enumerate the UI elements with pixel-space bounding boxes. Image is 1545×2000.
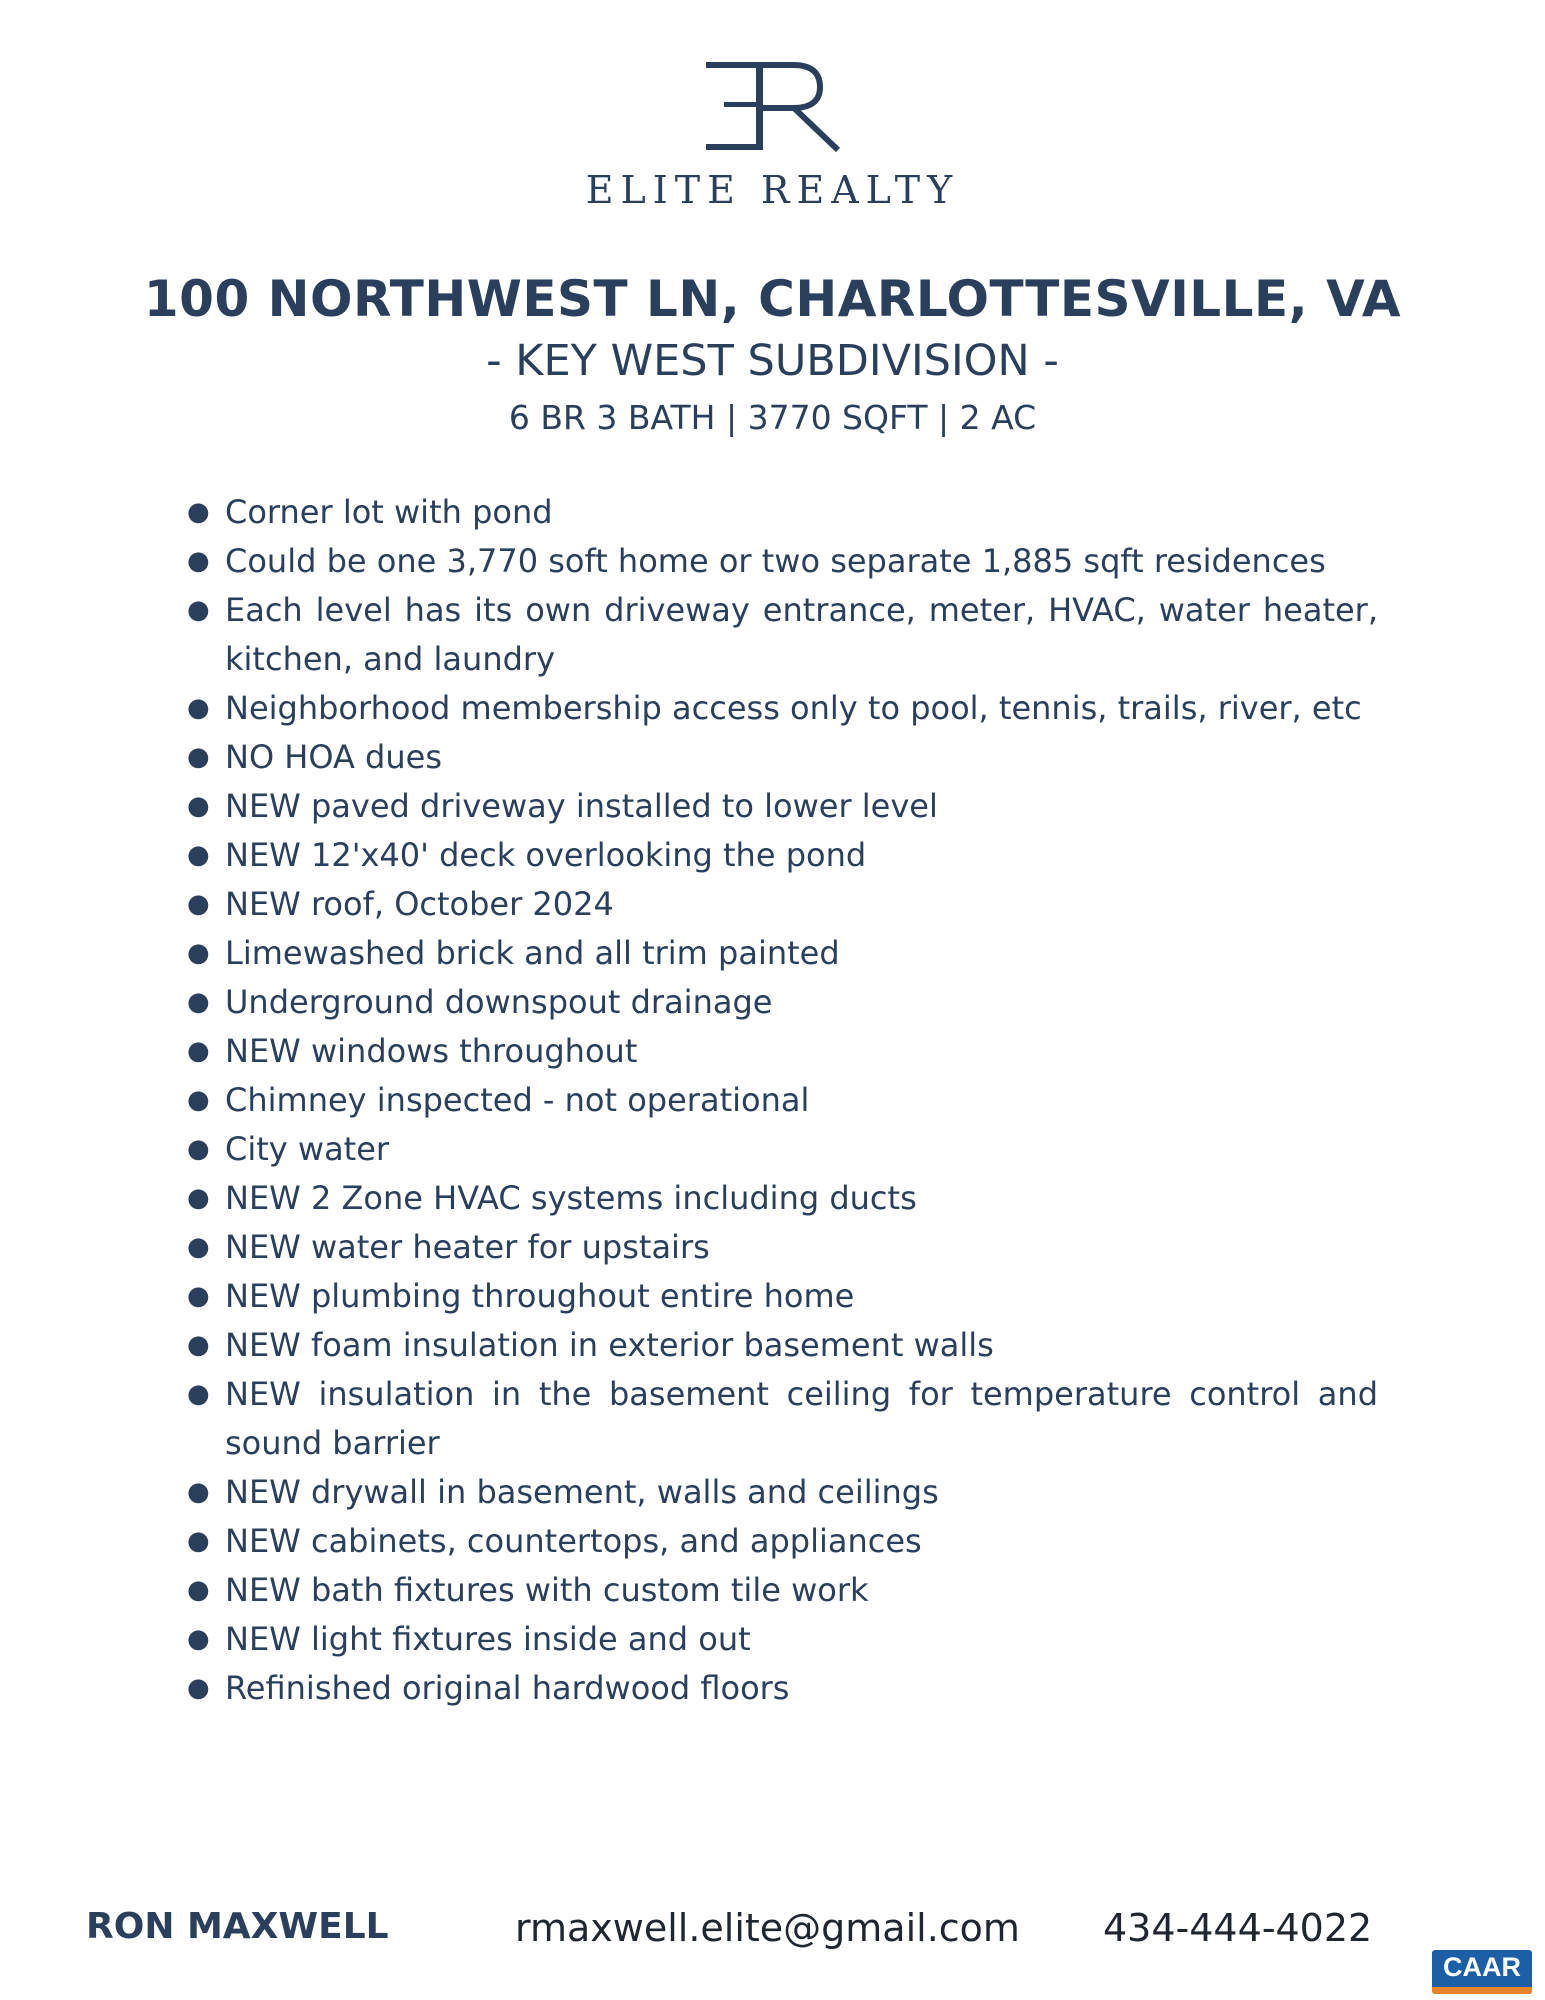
feature-text: NEW 12'x40' deck overlooking the pond xyxy=(225,836,867,874)
contact-footer xyxy=(0,1906,1545,1956)
bullet-icon: ● xyxy=(187,1330,210,1360)
feature-item xyxy=(187,1076,1378,1125)
bullet-icon: ● xyxy=(187,1379,210,1409)
feature-item xyxy=(187,1615,1378,1664)
feature-item xyxy=(187,1125,1378,1174)
feature-list xyxy=(187,488,1378,1713)
bullet-icon: ● xyxy=(187,938,210,968)
feature-text: Neighborhood membership access only to pool, tennis, trails, river, etc xyxy=(225,689,1362,727)
feature-text: Chimney inspected - not operational xyxy=(225,1081,810,1119)
feature-item xyxy=(187,1174,1378,1223)
feature-text: Each level has its own driveway entrance, meter, HVAC, water heater, kitchen, and laundry xyxy=(225,591,1378,678)
feature-text: NEW water heater for upstairs xyxy=(225,1228,710,1266)
bullet-icon: ● xyxy=(187,497,210,527)
feature-text: NEW paved driveway installed to lower level xyxy=(225,787,938,825)
brand-name: ELITE REALTY xyxy=(585,168,960,212)
feature-text: Corner lot with pond xyxy=(225,493,553,531)
feature-item xyxy=(187,782,1378,831)
bullet-icon: ● xyxy=(187,1085,210,1115)
feature-item xyxy=(187,733,1378,782)
listing-address: 100 NORTHWEST LN, CHARLOTTESVILLE, VA xyxy=(143,270,1402,328)
listing-subdivision: - KEY WEST SUBDIVISION - xyxy=(486,336,1059,386)
bullet-icon: ● xyxy=(187,987,210,1017)
feature-item xyxy=(187,684,1378,733)
caar-badge-stripe xyxy=(1432,1987,1532,1994)
caar-badge-text: CAAR xyxy=(1443,1952,1521,1982)
bullet-icon: ● xyxy=(187,742,210,772)
feature-item xyxy=(187,586,1378,684)
agent-email[interactable]: rmaxwell.elite@gmail.com xyxy=(515,1906,1020,1950)
bullet-icon: ● xyxy=(187,693,210,723)
feature-text: NEW roof, October 2024 xyxy=(225,885,614,923)
agent-name: RON MAXWELL xyxy=(86,1906,389,1947)
bullet-icon: ● xyxy=(187,1281,210,1311)
feature-item xyxy=(187,537,1378,586)
bullet-icon: ● xyxy=(187,1526,210,1556)
feature-text: NEW bath fixtures with custom tile work xyxy=(225,1571,869,1609)
feature-text: NEW insulation in the basement ceiling for temperature control and sound barrier xyxy=(225,1375,1378,1462)
feature-text: Could be one 3,770 soft home or two separate 1,885 sqft residences xyxy=(225,542,1326,580)
listing-specs: 6 BR 3 BATH | 3770 SQFT | 2 AC xyxy=(508,398,1037,437)
feature-text: NEW foam insulation in exterior basement walls xyxy=(225,1326,994,1364)
caar-logo-icon xyxy=(1432,1950,1532,1994)
feature-item xyxy=(187,929,1378,978)
feature-item xyxy=(187,1223,1378,1272)
feature-item xyxy=(187,1321,1378,1370)
bullet-icon: ● xyxy=(187,1477,210,1507)
feature-item xyxy=(187,1517,1378,1566)
feature-item xyxy=(187,1664,1378,1713)
bullet-icon: ● xyxy=(187,889,210,919)
feature-item xyxy=(187,880,1378,929)
bullet-icon: ● xyxy=(187,1183,210,1213)
brand-header xyxy=(0,58,1545,212)
bullet-icon: ● xyxy=(187,1232,210,1262)
feature-text: Limewashed brick and all trim painted xyxy=(225,934,840,972)
feature-text: NO HOA dues xyxy=(225,738,442,776)
feature-text: City water xyxy=(225,1130,390,1168)
feature-item xyxy=(187,1370,1378,1468)
bullet-icon: ● xyxy=(187,1575,210,1605)
bullet-icon: ● xyxy=(187,1036,210,1066)
feature-item xyxy=(187,978,1378,1027)
feature-item xyxy=(187,1027,1378,1076)
feature-item xyxy=(187,1566,1378,1615)
agent-phone[interactable]: 434-444-4022 xyxy=(1103,1906,1373,1950)
feature-item xyxy=(187,831,1378,880)
feature-text: NEW cabinets, countertops, and appliances xyxy=(225,1522,922,1560)
feature-text: NEW plumbing throughout entire home xyxy=(225,1277,855,1315)
feature-text: NEW light fixtures inside and out xyxy=(225,1620,751,1658)
feature-text: NEW drywall in basement, walls and ceilings xyxy=(225,1473,939,1511)
bullet-icon: ● xyxy=(187,595,210,625)
feature-item xyxy=(187,488,1378,537)
bullet-icon: ● xyxy=(187,791,210,821)
feature-text: Underground downspout drainage xyxy=(225,983,773,1021)
bullet-icon: ● xyxy=(187,546,210,576)
feature-text: NEW windows throughout xyxy=(225,1032,638,1070)
feature-item xyxy=(187,1468,1378,1517)
bullet-icon: ● xyxy=(187,840,210,870)
feature-item xyxy=(187,1272,1378,1321)
er-monogram-icon xyxy=(698,58,848,154)
feature-text: Refinished original hardwood floors xyxy=(225,1669,790,1707)
feature-text: NEW 2 Zone HVAC systems including ducts xyxy=(225,1179,917,1217)
bullet-icon: ● xyxy=(187,1624,210,1654)
bullet-icon: ● xyxy=(187,1673,210,1703)
bullet-icon: ● xyxy=(187,1134,210,1164)
